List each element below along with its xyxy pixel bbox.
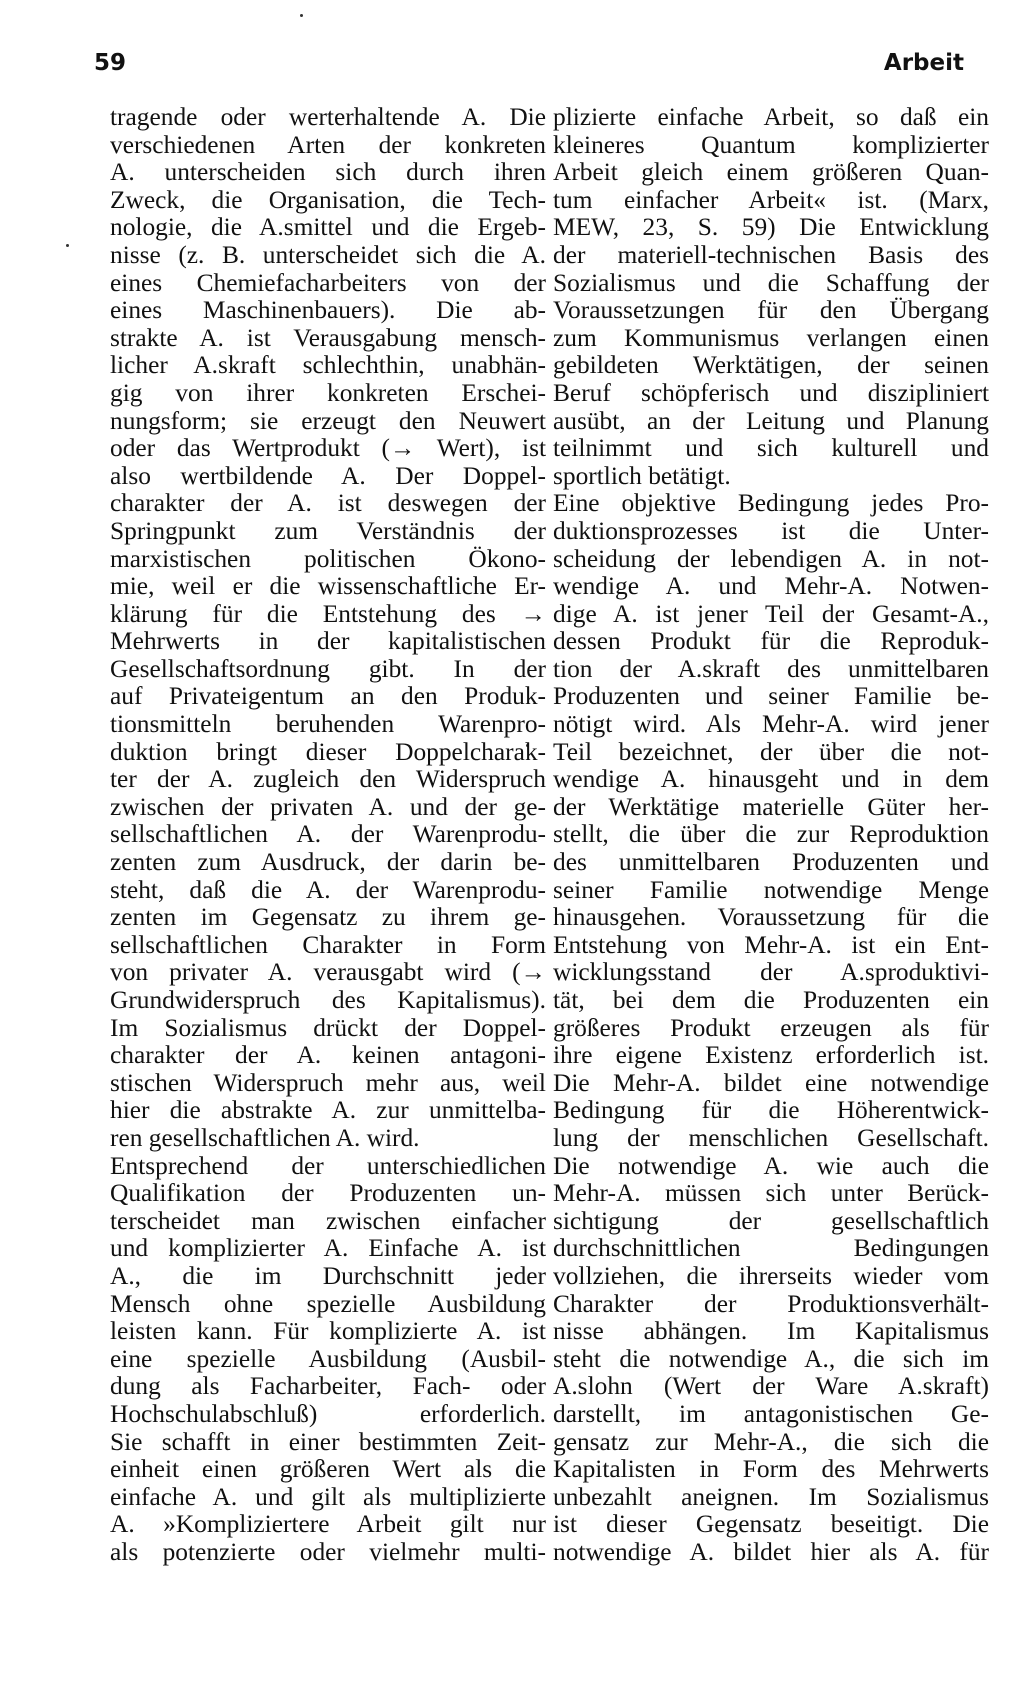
text-line: nisse abhängen. Im Kapitalismus bbox=[553, 1318, 989, 1346]
text-line: ihre eigene Existenz erforderlich ist. bbox=[553, 1042, 989, 1070]
text-line: sportlich betätigt. bbox=[553, 462, 731, 490]
text-line: wicklungsstand der A.sproduktivi- bbox=[553, 959, 989, 987]
text-line: Teil bezeichnet, der über die not- bbox=[553, 738, 989, 766]
text-line: scheidung der lebendigen A. in not- bbox=[553, 545, 989, 573]
text-column-right bbox=[553, 104, 989, 1566]
text-line: A., die im Durchschnitt jeder bbox=[110, 1262, 546, 1290]
text-line: verschiedenen Arten der konkreten bbox=[110, 131, 546, 159]
text-line: oder das Wertprodukt (→ Wert), ist bbox=[110, 435, 546, 463]
text-line: Beruf schöpferisch und diszipliniert bbox=[553, 379, 989, 407]
text-line: nungsform; sie erzeugt den Neuwert bbox=[110, 407, 546, 435]
text-line: leisten kann. Für komplizierte A. ist bbox=[110, 1318, 546, 1346]
text-line: Qualifikation der Produzenten un- bbox=[110, 1180, 546, 1208]
text-line: gebildeten Werktätigen, der seinen bbox=[553, 352, 989, 380]
text-line: Eine objektive Bedingung jedes Pro- bbox=[553, 490, 989, 518]
text-line: als potenzierte oder vielmehr multi- bbox=[110, 1538, 546, 1566]
text-line: notwendige A. bildet hier als A. für bbox=[553, 1538, 989, 1566]
text-line: terscheidet man zwischen einfacher bbox=[110, 1207, 546, 1235]
text-line: ausübt, an der Leitung und Planung bbox=[553, 407, 989, 435]
text-line: Springpunkt zum Verständnis der bbox=[110, 517, 546, 545]
text-line: steht die notwendige A., die sich im bbox=[553, 1345, 989, 1373]
text-line: Im Sozialismus drückt der Doppel- bbox=[110, 1014, 546, 1042]
text-line: dige A. ist jener Teil der Gesamt-A., bbox=[553, 600, 989, 628]
text-column-left bbox=[110, 104, 546, 1566]
text-line: dessen Produkt für die Reproduk- bbox=[553, 628, 989, 656]
text-line: der Werktätige materielle Güter her- bbox=[553, 793, 989, 821]
text-line: steht, daß die A. der Warenprodu- bbox=[110, 876, 546, 904]
text-line: tion der A.skraft des unmittelbaren bbox=[553, 655, 989, 683]
running-head: Arbeit bbox=[883, 50, 964, 76]
text-line: duktion bringt dieser Doppelcharak- bbox=[110, 738, 546, 766]
text-line: stischen Widerspruch mehr aus, weil bbox=[110, 1069, 546, 1097]
text-line: zenten zum Ausdruck, der darin be- bbox=[110, 849, 546, 877]
text-line: nötigt wird. Als Mehr-A. wird jener bbox=[553, 711, 989, 739]
text-line: zenten im Gegensatz zu ihrem ge- bbox=[110, 904, 546, 932]
text-line: unbezahlt aneignen. Im Sozialismus bbox=[553, 1483, 989, 1511]
text-line: sellschaftlichen Charakter in Form bbox=[110, 931, 546, 959]
text-line: A. unterscheiden sich durch ihren bbox=[110, 159, 546, 187]
text-line: Sozialismus und die Schaffung der bbox=[553, 269, 989, 297]
text-line: einfache A. und gilt als multiplizierte bbox=[110, 1483, 546, 1511]
text-line: dung als Facharbeiter, Fach- oder bbox=[110, 1373, 546, 1401]
text-line: der materiell-technischen Basis des bbox=[553, 241, 989, 269]
text-line: klärung für die Entstehung des → bbox=[110, 600, 546, 628]
stray-mark bbox=[300, 14, 303, 17]
text-line: lung der menschlichen Gesellschaft. bbox=[553, 1124, 989, 1152]
text-line: eine spezielle Ausbildung (Ausbil- bbox=[110, 1345, 546, 1373]
text-line: eines Maschinenbauers). Die ab- bbox=[110, 297, 546, 325]
text-line: Entsprechend der unterschiedlichen bbox=[110, 1152, 546, 1180]
text-line: Bedingung für die Höherentwick- bbox=[553, 1097, 989, 1125]
text-line: tum einfacher Arbeit« ist. (Marx, bbox=[553, 186, 989, 214]
text-line: ter der A. zugleich den Widerspruch bbox=[110, 766, 546, 794]
text-line: charakter der A. ist deswegen der bbox=[110, 490, 546, 518]
text-line: gig von ihrer konkreten Erschei- bbox=[110, 379, 546, 407]
text-line: duktionsprozesses ist die Unter- bbox=[553, 517, 989, 545]
text-line: A.slohn (Wert der Ware A.skraft) bbox=[553, 1373, 989, 1401]
text-line: mie, weil er die wissenschaftliche Er- bbox=[110, 573, 546, 601]
text-line: strakte A. ist Verausgabung mensch- bbox=[110, 324, 546, 352]
text-line: licher A.skraft schlechthin, unabhän- bbox=[110, 352, 546, 380]
text-line: Grundwiderspruch des Kapitalismus). bbox=[110, 987, 546, 1014]
text-line: einheit einen größeren Wert als die bbox=[110, 1456, 546, 1484]
text-line: tionsmitteln beruhenden Warenpro- bbox=[110, 711, 546, 739]
text-line: Mensch ohne spezielle Ausbildung bbox=[110, 1290, 546, 1318]
text-line: gensatz zur Mehr-A., die sich die bbox=[553, 1428, 989, 1456]
text-line: hier die abstrakte A. zur unmittelba- bbox=[110, 1097, 546, 1125]
text-line: also wertbildende A. Der Doppel- bbox=[110, 462, 546, 490]
text-line: Mehr-A. müssen sich unter Berück- bbox=[553, 1180, 989, 1208]
text-line: Die Mehr-A. bildet eine notwendige bbox=[553, 1069, 989, 1097]
text-line: teilnimmt und sich kulturell und bbox=[553, 435, 989, 463]
text-line: sellschaftlichen A. der Warenprodu- bbox=[110, 821, 546, 849]
text-line: Produzenten und seiner Familie be- bbox=[553, 683, 989, 711]
text-line: kleineres Quantum komplizierter bbox=[553, 131, 989, 159]
text-line: Mehrwerts in der kapitalistischen bbox=[110, 628, 546, 656]
text-line: Kapitalisten in Form des Mehrwerts bbox=[553, 1456, 989, 1484]
text-line: tät, bei dem die Produzenten ein bbox=[553, 987, 989, 1014]
text-line: des unmittelbaren Produzenten und bbox=[553, 849, 989, 877]
text-line: Charakter der Produktionsverhält- bbox=[553, 1290, 989, 1318]
text-line: nisse (z. B. unterscheidet sich die A. bbox=[110, 241, 546, 269]
text-line: Arbeit gleich einem größeren Quan- bbox=[553, 159, 989, 187]
text-line: hinausgehen. Voraussetzung für die bbox=[553, 904, 989, 932]
text-line: und komplizierter A. Einfache A. ist bbox=[110, 1235, 546, 1263]
text-line: eines Chemiefacharbeiters von der bbox=[110, 269, 546, 297]
text-line: plizierte einfache Arbeit, so daß ein bbox=[553, 104, 989, 131]
page-number: 59 bbox=[94, 50, 127, 76]
text-line: von privater A. verausgabt wird (→ bbox=[110, 959, 546, 987]
text-line: tragende oder werterhaltende A. Die bbox=[110, 104, 546, 131]
text-line: zwischen der privaten A. und der ge- bbox=[110, 793, 546, 821]
text-line: sichtigung der gesellschaftlich bbox=[553, 1207, 989, 1235]
text-line: Voraussetzungen für den Übergang bbox=[553, 297, 989, 325]
text-line: A. »Kompliziertere Arbeit gilt nur bbox=[110, 1511, 546, 1539]
text-line: durchschnittlichen Bedingungen bbox=[553, 1235, 989, 1263]
text-line: ren gesellschaftlichen A. wird. bbox=[110, 1124, 420, 1152]
text-line: größeres Produkt erzeugen als für bbox=[553, 1014, 989, 1042]
text-line: marxistischen politischen Ökono- bbox=[110, 545, 546, 573]
text-line: darstellt, im antagonistischen Ge- bbox=[553, 1400, 989, 1428]
text-line: ist dieser Gegensatz beseitigt. Die bbox=[553, 1511, 989, 1539]
text-line: Die notwendige A. wie auch die bbox=[553, 1152, 989, 1180]
text-line: wendige A. hinausgeht und in dem bbox=[553, 766, 989, 794]
text-line: vollziehen, die ihrerseits wieder vom bbox=[553, 1262, 989, 1290]
text-line: Hochschulabschluß) erforderlich. bbox=[110, 1400, 546, 1428]
text-line: MEW, 23, S. 59) Die Entwicklung bbox=[553, 214, 989, 242]
text-line: Sie schafft in einer bestimmten Zeit- bbox=[110, 1428, 546, 1456]
text-line: Entstehung von Mehr-A. ist ein Ent- bbox=[553, 931, 989, 959]
text-line: nologie, die A.smittel und die Ergeb- bbox=[110, 214, 546, 242]
text-line: wendige A. und Mehr-A. Notwen- bbox=[553, 573, 989, 601]
text-line: seiner Familie notwendige Menge bbox=[553, 876, 989, 904]
text-line: zum Kommunismus verlangen einen bbox=[553, 324, 989, 352]
text-line: auf Privateigentum an den Produk- bbox=[110, 683, 546, 711]
text-line: stellt, die über die zur Reproduktion bbox=[553, 821, 989, 849]
text-line: charakter der A. keinen antagoni- bbox=[110, 1042, 546, 1070]
stray-mark bbox=[66, 244, 69, 247]
text-line: Gesellschaftsordnung gibt. In der bbox=[110, 655, 546, 683]
text-line: Zweck, die Organisation, die Tech- bbox=[110, 186, 546, 214]
